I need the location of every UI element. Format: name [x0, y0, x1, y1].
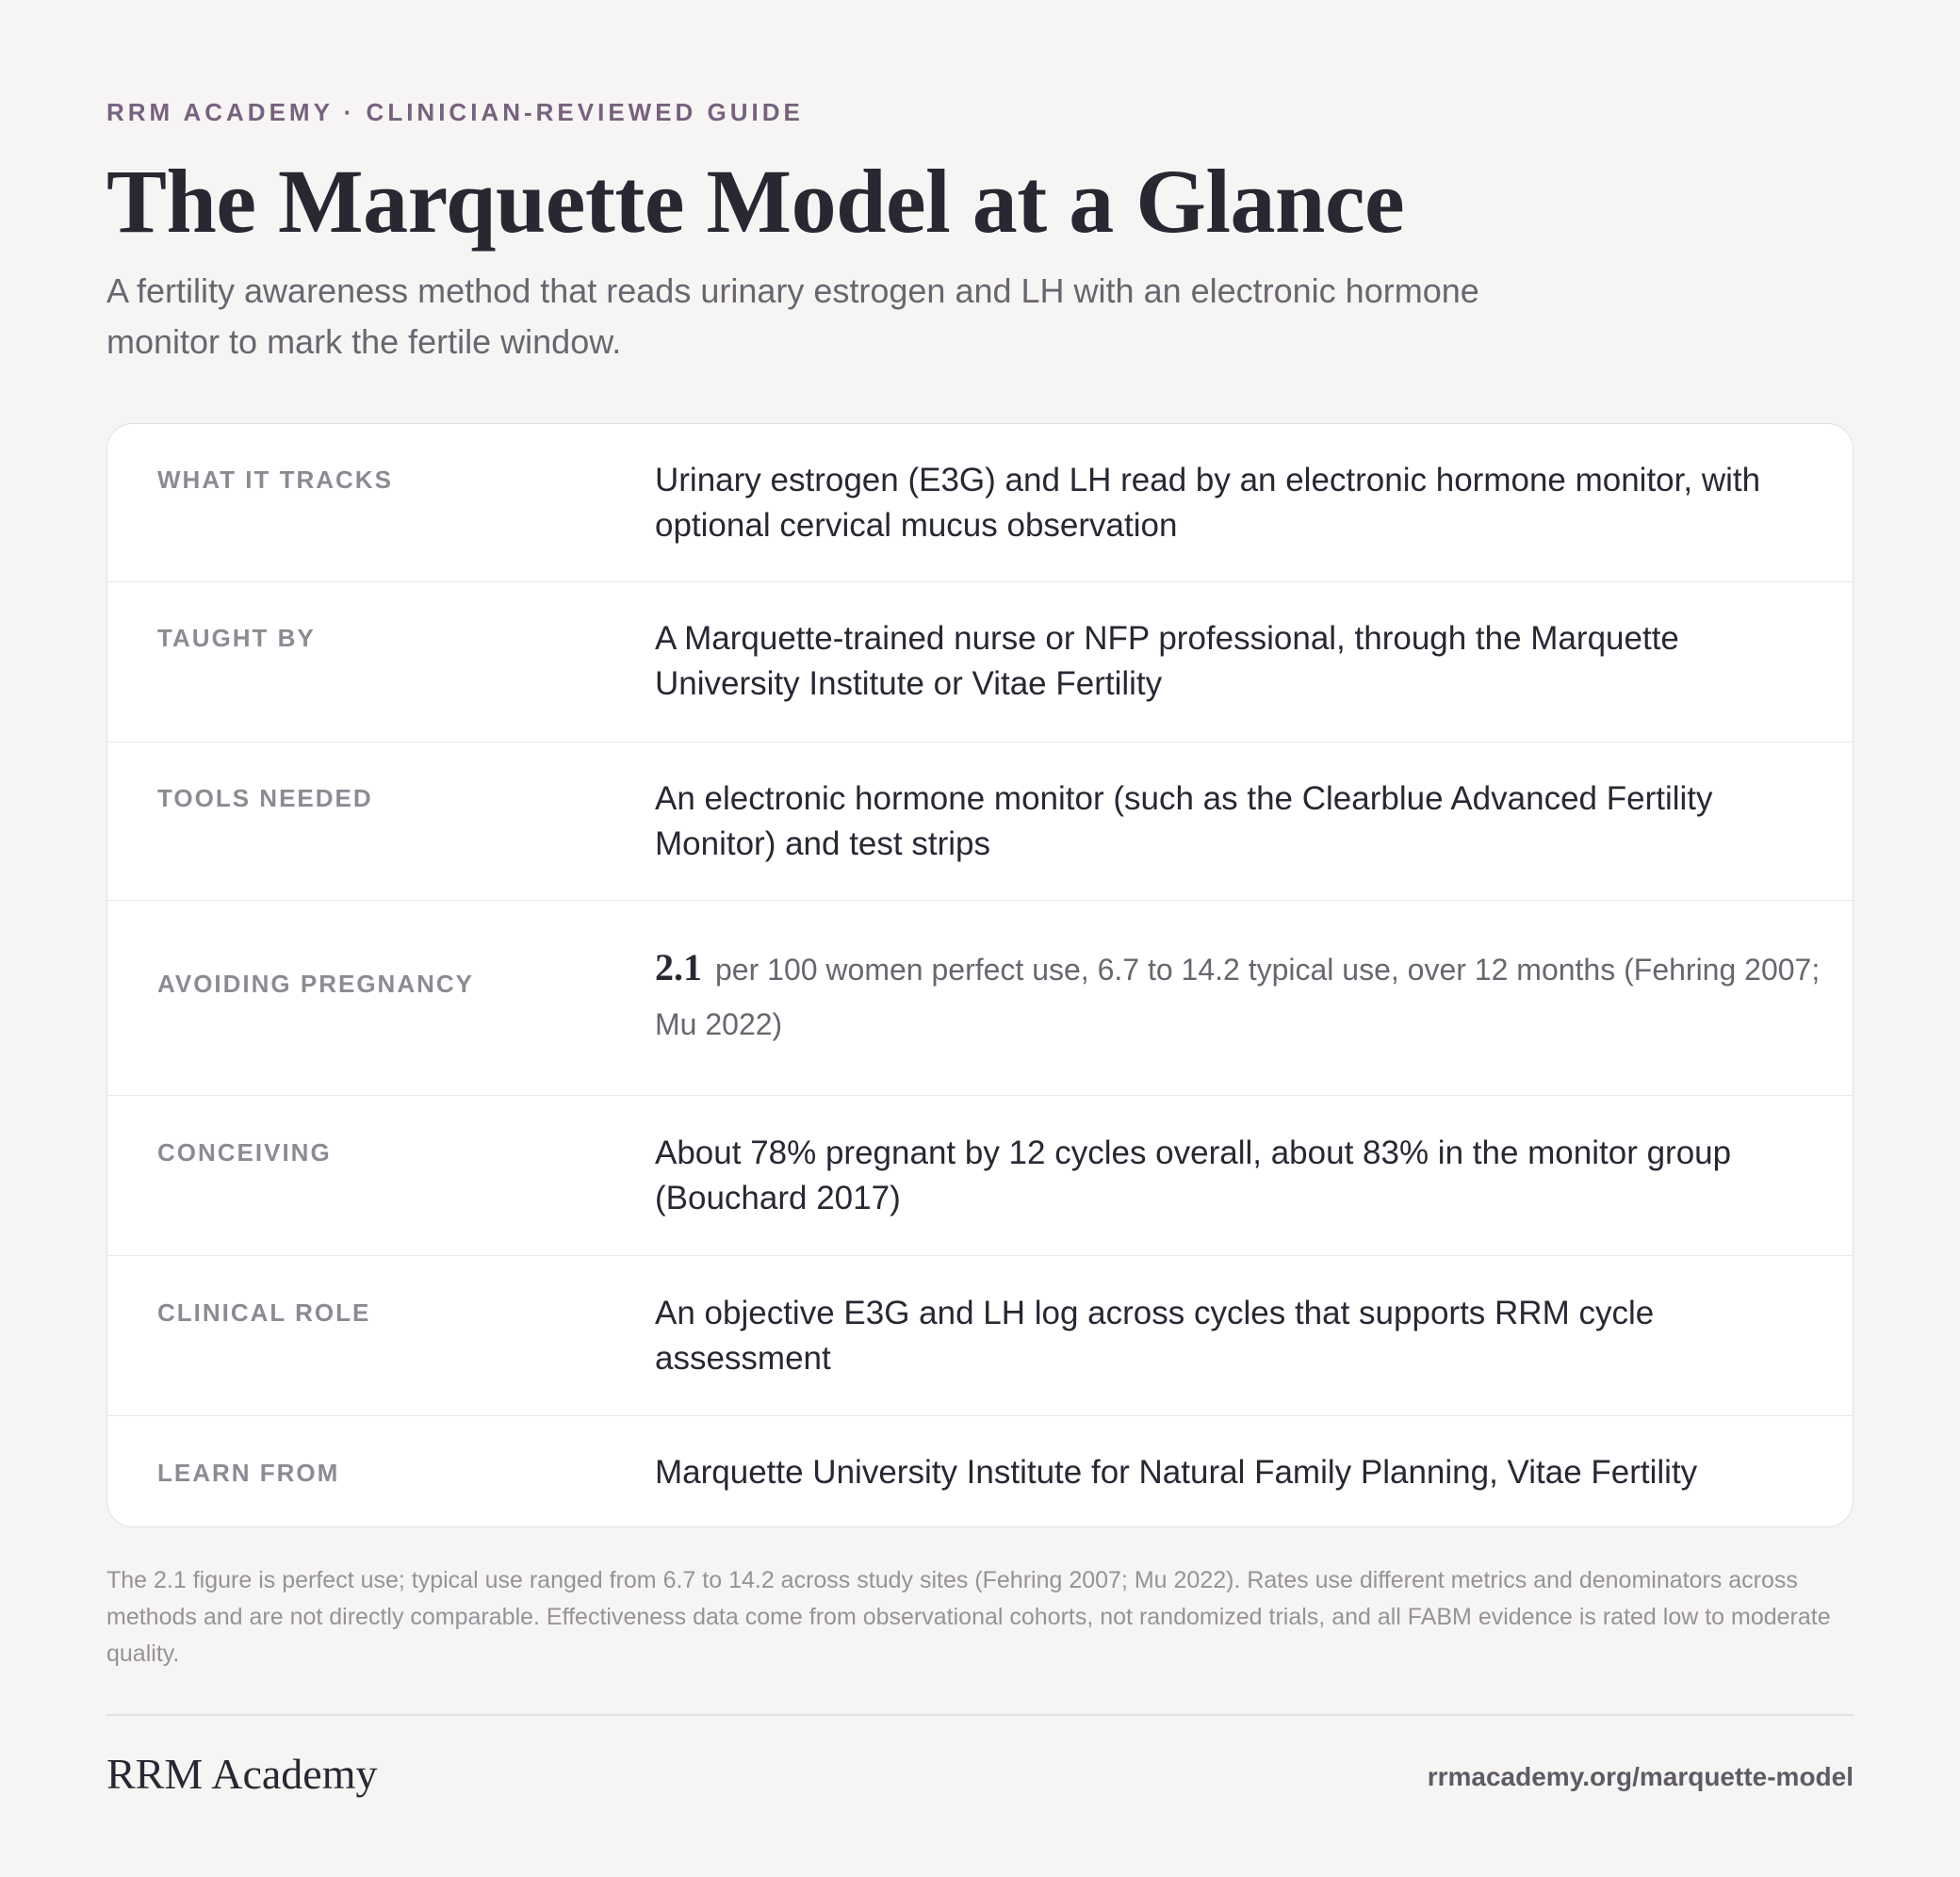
row-label: CONCEIVING — [157, 1138, 332, 1167]
row-value — [655, 942, 1823, 1052]
perfect-use-stat: 2.1 — [655, 946, 702, 988]
row-label: CLINICAL ROLE — [157, 1298, 371, 1327]
brand-logo: RRM Academy — [106, 1750, 378, 1798]
row-clinical-role — [107, 1256, 1853, 1416]
row-value: A Marquette-trained nurse or NFP professional, through the Marquette University Institute or Vitae Fertility — [655, 620, 1679, 702]
row-value: About 78% pregnant by 12 cycles overall, about 83% in the monitor group (Bouchard 2017) — [655, 1134, 1732, 1216]
row-value: An electronic hormone monitor (such as the Clearblue Advanced Fertility Monitor) and test strips — [655, 780, 1713, 862]
summary-card — [106, 423, 1854, 1527]
stat-detail: per 100 women perfect use, 6.7 to 14.2 typical use, over 12 months (Fehring 2007; Mu 2022) — [655, 953, 1821, 1041]
row-learn-from — [107, 1416, 1853, 1527]
footnote: The 2.1 figure is perfect use; typical use ranged from 6.7 to 14.2 across study sites (Fehring 2007; Mu 2022). Rates use different metrics and denominators across methods and are not directly comparable. Effectiveness data come from observational cohorts, not randomized trials, and all FABM evidence is rated low to moderate quality. — [106, 1567, 1831, 1667]
eyebrow-label: RRM ACADEMY · CLINICIAN-REVIEWED GUIDE — [106, 98, 804, 126]
page-subtitle: A fertility awareness method that reads urinary estrogen and LH with an electronic hormone monitor to mark the fertile window. — [106, 271, 1479, 361]
row-value: Urinary estrogen (E3G) and LH read by an electronic hormone monitor, with optional cervical mucus observation — [655, 462, 1761, 544]
row-label: TAUGHT BY — [157, 624, 316, 652]
row-value: An objective E3G and LH log across cycles that supports RRM cycle assessment — [655, 1295, 1655, 1377]
row-tools-needed — [107, 743, 1853, 901]
row-what-it-tracks — [107, 424, 1853, 582]
row-label: WHAT IT TRACKS — [157, 465, 393, 494]
page-url[interactable]: rrmacademy.org/marquette-model — [1427, 1762, 1854, 1791]
row-avoiding-pregnancy — [107, 901, 1853, 1096]
row-label: LEARN FROM — [157, 1459, 340, 1487]
row-conceiving — [107, 1096, 1853, 1256]
page-title: The Marquette Model at a Glance — [106, 151, 1405, 252]
row-label: TOOLS NEEDED — [157, 784, 373, 812]
guide-page — [106, 0, 1854, 1877]
footer-divider — [106, 1714, 1854, 1716]
row-taught-by — [107, 582, 1853, 743]
row-value: Marquette University Institute for Natural Family Planning, Vitae Fertility — [655, 1454, 1698, 1491]
row-label: AVOIDING PREGNANCY — [157, 970, 474, 998]
